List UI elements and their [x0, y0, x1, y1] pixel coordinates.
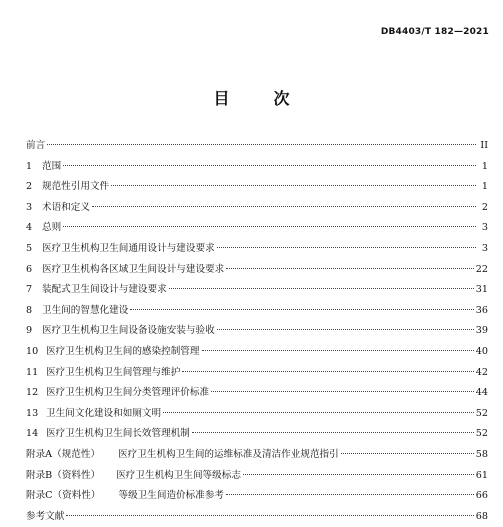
- toc-entry-8[interactable]: [26, 301, 488, 322]
- toc-appendix-prefix: 附录B（资料性）: [26, 469, 101, 481]
- toc-entry-appendix-b[interactable]: [26, 466, 488, 487]
- toc-page-number: 40: [475, 345, 488, 357]
- toc-entry-appendix-c[interactable]: [26, 486, 488, 507]
- toc-label: 医疗卫生机构卫生间等级标志: [116, 469, 241, 481]
- toc-page-number: 66: [475, 490, 488, 502]
- leader-dots: [66, 515, 473, 516]
- leader-dots: [192, 432, 474, 433]
- toc-page-number: 22: [475, 263, 488, 275]
- toc-page-number: 31: [475, 284, 488, 296]
- leader-dots: [92, 206, 476, 207]
- toc-entry-9[interactable]: [26, 321, 488, 342]
- toc-label: 等级卫生间造价标准参考: [118, 490, 225, 502]
- toc-entry-14[interactable]: [26, 424, 488, 445]
- page-title: [0, 86, 503, 109]
- title-char-2: 次: [273, 89, 290, 108]
- toc-entry-foreword[interactable]: [26, 136, 488, 157]
- toc-entry-3[interactable]: [26, 198, 488, 219]
- toc-label: 前言: [26, 140, 46, 151]
- toc-section-number: 10: [26, 345, 39, 357]
- toc-label: 医疗卫生机构卫生间分类管理评价标准: [46, 387, 210, 399]
- toc-entry-12[interactable]: [26, 383, 488, 404]
- toc-entry-2[interactable]: [26, 177, 488, 198]
- toc-appendix-prefix: 附录A（规范性）: [26, 448, 101, 460]
- table-of-contents: [26, 136, 488, 527]
- toc-label: 医疗卫生机构卫生间设备设施安装与验收: [42, 325, 215, 337]
- toc-page-number: 1: [481, 181, 488, 193]
- toc-label: 医疗卫生机构卫生间的运维标准及清洁作业规范指引: [118, 448, 339, 460]
- leader-dots: [63, 226, 476, 227]
- toc-page-number: 44: [475, 387, 488, 399]
- toc-section-number: 4: [26, 222, 33, 234]
- toc-section-number: 3: [26, 201, 33, 213]
- toc-section-number: 7: [26, 284, 33, 296]
- toc-section-number: 13: [26, 407, 39, 419]
- leader-dots: [169, 288, 474, 289]
- toc-label: 范围: [42, 160, 62, 172]
- toc-label: 医疗卫生机构卫生间的感染控制管理: [46, 345, 200, 357]
- toc-appendix-prefix: 附录C（资料性）: [26, 490, 101, 502]
- leader-dots: [341, 453, 474, 454]
- toc-page-number: 1: [481, 160, 488, 172]
- toc-label: 医疗卫生机构卫生间通用设计与建设要求: [42, 242, 215, 254]
- toc-label: 参考文献: [26, 510, 65, 522]
- toc-page-number: 52: [475, 407, 488, 419]
- toc-label: 术语和定义: [42, 201, 90, 213]
- toc-label: 卫生间的智慧化建设: [42, 304, 129, 316]
- leader-dots: [202, 350, 474, 351]
- toc-page-number: 3: [481, 222, 488, 234]
- toc-section-number: 2: [26, 181, 33, 193]
- leader-dots: [211, 391, 474, 392]
- leader-dots: [226, 268, 474, 269]
- title-char-1: 目: [213, 89, 230, 108]
- leader-dots: [111, 185, 476, 186]
- toc-page-number: 61: [475, 469, 488, 481]
- toc-section-number: 6: [26, 263, 33, 275]
- toc-entry-4[interactable]: [26, 218, 488, 239]
- toc-entry-references[interactable]: [26, 507, 488, 527]
- leader-dots: [63, 165, 476, 166]
- standard-code: DB4403/T 182—2021: [380, 27, 489, 37]
- toc-page-number: II: [480, 140, 488, 151]
- toc-entry-7[interactable]: [26, 280, 488, 301]
- toc-entry-5[interactable]: [26, 239, 488, 260]
- toc-section-number: 8: [26, 304, 33, 316]
- leader-dots: [217, 247, 476, 248]
- toc-section-number: 5: [26, 242, 33, 254]
- toc-section-number: 9: [26, 325, 33, 337]
- toc-page-number: 68: [475, 510, 488, 522]
- toc-label: 医疗卫生机构卫生间长效管理机制: [46, 428, 190, 440]
- toc-entry-11[interactable]: [26, 363, 488, 384]
- toc-section-number: 12: [26, 387, 39, 399]
- toc-page-number: 58: [475, 448, 488, 460]
- toc-page-number: 52: [475, 428, 488, 440]
- leader-dots: [226, 494, 474, 495]
- toc-page-number: 2: [481, 201, 488, 213]
- toc-label: 卫生间文化建设和如厕文明: [46, 407, 162, 419]
- toc-entry-appendix-a[interactable]: [26, 445, 488, 466]
- toc-label: 医疗卫生机构卫生间管理与维护: [46, 366, 181, 378]
- toc-entry-10[interactable]: [26, 342, 488, 363]
- leader-dots: [217, 329, 474, 330]
- leader-dots: [130, 309, 473, 310]
- toc-section-number: 14: [26, 428, 39, 440]
- toc-label: 规范性引用文件: [42, 181, 110, 193]
- toc-page-number: 36: [475, 304, 488, 316]
- toc-label: 总则: [42, 222, 62, 234]
- leader-dots: [47, 144, 476, 145]
- toc-page-number: 39: [475, 325, 488, 337]
- toc-label: 医疗卫生机构各区域卫生间设计与建设要求: [42, 263, 225, 275]
- toc-page-number: 3: [481, 242, 488, 254]
- toc-section-number: 11: [26, 366, 39, 378]
- leader-dots: [163, 412, 474, 413]
- toc-entry-13[interactable]: [26, 404, 488, 425]
- toc-section-number: 1: [26, 160, 33, 172]
- toc-entry-6[interactable]: [26, 260, 488, 281]
- toc-entry-1[interactable]: [26, 157, 488, 178]
- leader-dots: [243, 474, 474, 475]
- toc-label: 装配式卫生间设计与建设要求: [42, 284, 167, 296]
- toc-page-number: 42: [475, 366, 488, 378]
- leader-dots: [182, 371, 473, 372]
